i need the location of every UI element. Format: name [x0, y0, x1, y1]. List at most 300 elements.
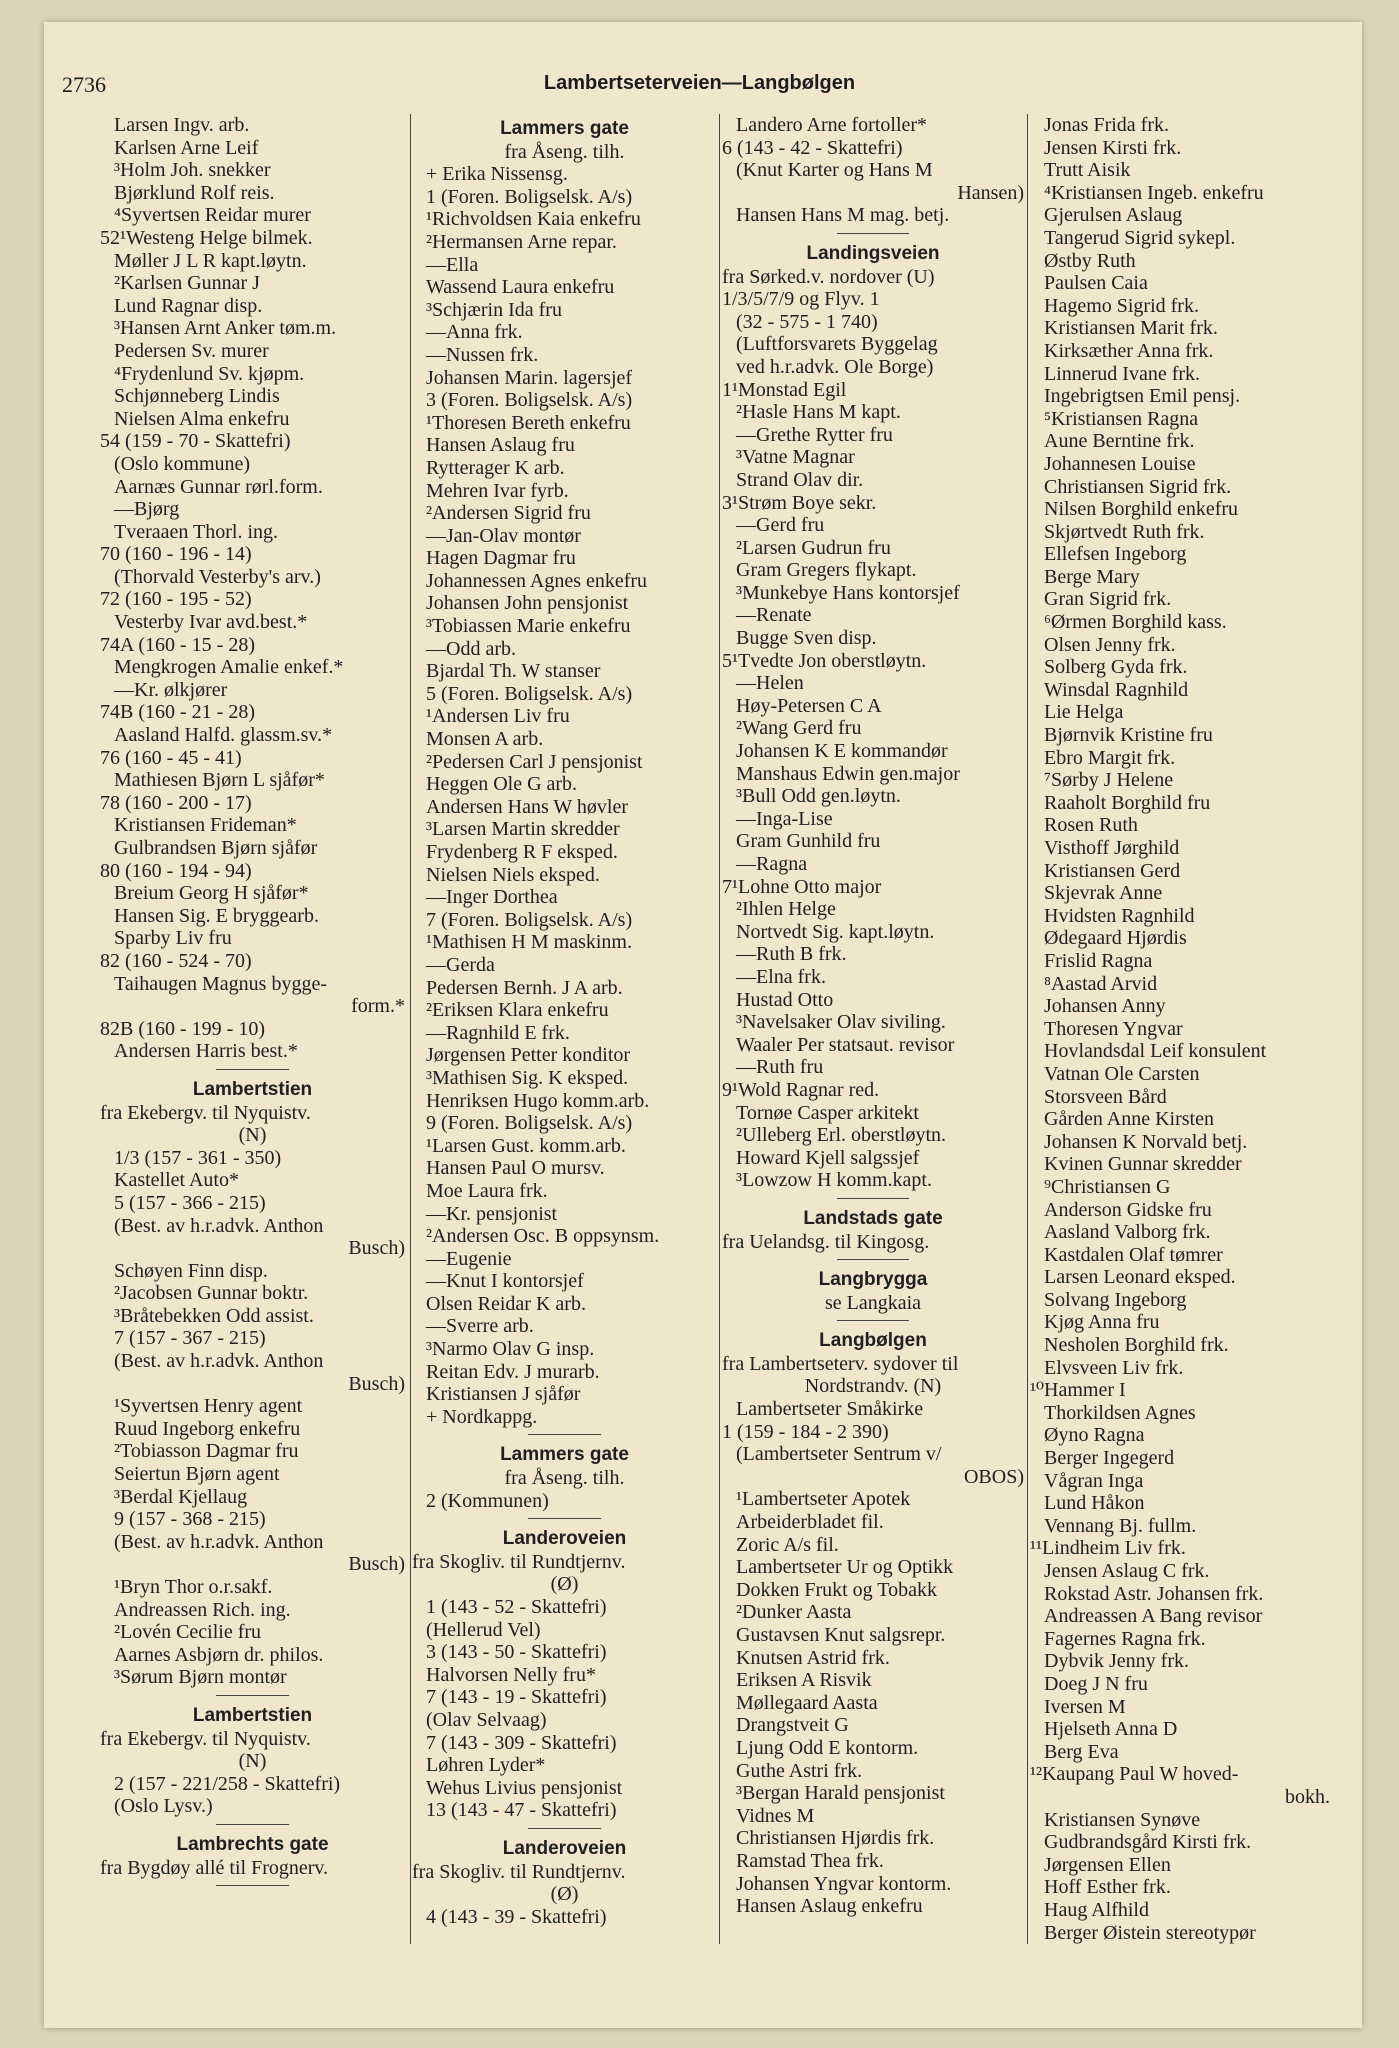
directory-entry: Halvorsen Nelly fru*: [426, 1663, 596, 1686]
directory-entry: Bjørklund Rolf reis.: [114, 181, 275, 204]
directory-entry: 5¹Tvedte Jon oberstløytn.: [722, 649, 927, 672]
directory-entry: Bjørnvik Kristine fru: [1044, 724, 1213, 747]
directory-entry: —Kr. ølkjører: [114, 678, 228, 701]
directory-entry: ¹Syvertsen Henry agent: [114, 1395, 303, 1418]
directory-entry: Thoresen Yngvar: [1044, 1017, 1183, 1040]
directory-entry: 70 (160 - 196 - 14): [100, 543, 252, 566]
directory-entry: ²Ihlen Helge: [736, 898, 836, 921]
directory-entry: ³Berdal Kjellaug: [114, 1485, 248, 1508]
directory-entry: Aasland Halfd. glassm.sv.*: [114, 724, 333, 747]
directory-entry: (Best. av h.r.advk. Anthon: [114, 1350, 324, 1373]
directory-entry: (Best. av h.r.advk. Anthon: [114, 1214, 324, 1237]
directory-entry: Wehus Livius pensjonist: [426, 1776, 623, 1799]
directory-entry: ⁴Kristiansen Ingeb. enkefru: [1044, 181, 1264, 204]
directory-entry: fra Åseng. tilh.: [504, 1467, 625, 1490]
directory-entry: Johannesen Louise: [1044, 452, 1196, 475]
directory-entry: ¹Mathisen H M maskinm.: [426, 931, 632, 954]
directory-entry: ³Navelsaker Olav siviling.: [736, 1011, 946, 1034]
directory-entry: ³Munkebye Hans kontorsjef: [736, 581, 960, 604]
directory-entry: Kristiansen J sjåfør: [426, 1383, 581, 1406]
directory-entry: Tveraaen Thorl. ing.: [114, 520, 279, 543]
directory-entry: 52¹Westeng Helge bilmek.: [100, 226, 313, 249]
directory-entry: Iversen M: [1044, 1695, 1126, 1718]
directory-entry: Kristiansen Marit frk.: [1044, 317, 1218, 340]
directory-entry: —Ragnhild E frk.: [426, 1021, 570, 1044]
directory-entry: Seiertun Bjørn agent: [114, 1463, 280, 1486]
directory-entry: Rosen Ruth: [1044, 814, 1138, 837]
directory-entry: Olsen Reidar K arb.: [426, 1292, 586, 1315]
directory-entry: ²Hermansen Arne repar.: [426, 230, 617, 253]
directory-entry: Andreassen Rich. ing.: [114, 1598, 291, 1621]
directory-entry: Hoff Esther frk.: [1044, 1876, 1171, 1899]
street-heading: Landeroveien: [502, 1837, 627, 1859]
directory-entry: Jørgensen Petter konditor: [426, 1044, 631, 1067]
directory-entry: Johansen K Norvald betj.: [1044, 1130, 1248, 1153]
directory-entry: Berg Eva: [1044, 1740, 1119, 1763]
directory-entry: Mathiesen Bjørn L sjåfør*: [114, 769, 325, 792]
directory-entry: fra Åseng. tilh.: [504, 140, 625, 163]
directory-entry: Berger Øistein stereotypør: [1044, 1921, 1256, 1944]
directory-entry: 6 (143 - 42 - Skattefri): [722, 136, 903, 159]
directory-entry: ⁸Aastad Arvid: [1044, 972, 1158, 995]
directory-entry: Karlsen Arne Leif: [114, 136, 259, 159]
directory-entry: 9 (157 - 368 - 215): [114, 1508, 266, 1531]
directory-entry: Rytterager K arb.: [426, 456, 565, 479]
directory-entry: Trutt Aisik: [1044, 159, 1131, 182]
directory-entry: fra Skogliv. til Rundtjernv.: [412, 1550, 626, 1573]
directory-entry: Kjøg Anna fru: [1044, 1311, 1160, 1334]
directory-entry: 1/3/5/7/9 og Flyv. 1: [722, 288, 880, 311]
directory-entry: fra Skogliv. til Rundtjernv.: [412, 1860, 626, 1883]
section-divider: [412, 1512, 717, 1524]
directory-entry: —Anna frk.: [426, 321, 523, 344]
directory-entry: (N): [238, 1750, 267, 1773]
directory-entry: ⁷Sørby J Helene: [1044, 769, 1174, 792]
directory-entry: Anderson Gidske fru: [1044, 1198, 1212, 1221]
directory-entry: Johansen John pensjonist: [426, 592, 629, 615]
directory-entry: Breium Georg H sjåfør*: [114, 882, 309, 905]
directory-entry: 80 (160 - 194 - 94): [100, 859, 252, 882]
directory-entry: ¹⁰Hammer I: [1030, 1379, 1126, 1402]
directory-entry: Andreassen A Bang revisor: [1044, 1605, 1263, 1628]
street-heading: Lammers gate: [500, 1444, 629, 1466]
directory-entry: (Knut Karter og Hans M: [736, 159, 933, 182]
street-heading: Langbølgen: [819, 1330, 927, 1352]
directory-entry: Larsen Leonard eksped.: [1044, 1266, 1236, 1289]
street-heading: Landeroveien: [502, 1528, 627, 1550]
directory-entry: Jensen Aslaug C frk.: [1044, 1560, 1210, 1582]
section-divider: [100, 1063, 405, 1075]
directory-entry: Johannessen Agnes enkefru: [426, 569, 648, 592]
directory-entry: ³Holm Joh. snekker: [114, 159, 271, 182]
directory-entry: —Knut I kontorsjef: [426, 1270, 584, 1293]
directory-entry: ¹¹Lindheim Liv frk.: [1030, 1537, 1186, 1560]
directory-entry: ²Andersen Osc. B oppsynsm.: [426, 1225, 660, 1248]
directory-entry: Kvinen Gunnar skredder: [1044, 1153, 1242, 1176]
directory-entry: 82 (160 - 524 - 70): [100, 949, 252, 972]
street-heading: Landstads gate: [803, 1207, 943, 1229]
directory-entry: Schøyen Finn disp.: [114, 1259, 268, 1282]
directory-entry: 82B (160 - 199 - 10): [100, 1017, 265, 1040]
directory-entry: Dybvik Jenny frk.: [1044, 1650, 1189, 1673]
directory-entry: Vågran Inga: [1044, 1469, 1144, 1492]
directory-entry: Aarnæs Gunnar rørl.form.: [114, 475, 323, 498]
directory-entry: + Erika Nissensg.: [426, 163, 568, 186]
directory-entry: Arbeiderbladet fil.: [736, 1511, 884, 1534]
directory-entry: ¹²Kaupang Paul W hoved-: [1030, 1763, 1239, 1786]
directory-entry: Gram Gregers flykapt.: [736, 559, 917, 582]
directory-entry: 1 (159 - 184 - 2 390): [722, 1420, 889, 1443]
directory-entry: ³Larsen Martin skredder: [426, 818, 620, 841]
column-rule: [410, 114, 411, 1944]
directory-entry: Solberg Gyda frk.: [1044, 656, 1188, 679]
directory-entry: (Oslo kommune): [114, 452, 251, 475]
directory-entry: Dokken Frukt og Tobakk: [736, 1578, 937, 1601]
directory-entry: Moe Laura frk.: [426, 1179, 548, 1202]
directory-entry: ³Bråtebekken Odd assist.: [114, 1304, 314, 1327]
directory-entry: fra Bygdøy allé til Frognerv.: [100, 1856, 329, 1879]
directory-entry: 7 (143 - 19 - Skattefri): [426, 1686, 607, 1709]
street-heading: Lammers gate: [500, 118, 629, 139]
directory-entry: Storsveen Bård: [1044, 1085, 1167, 1108]
directory-entry: ³Bull Odd gen.løytn.: [736, 785, 901, 808]
directory-entry: 76 (160 - 45 - 41): [100, 746, 242, 769]
directory-entry: Jørgensen Ellen: [1044, 1853, 1171, 1876]
directory-entry: Gudbrandsgård Kirsti frk.: [1044, 1831, 1252, 1854]
directory-entry: Busch): [348, 1237, 405, 1260]
directory-entry: Gulbrandsen Bjørn sjåfør: [114, 837, 318, 859]
directory-entry: Tangerud Sigrid sykepl.: [1044, 226, 1236, 249]
directory-entry: Winsdal Ragnhild: [1044, 678, 1189, 701]
directory-entry: Gran Sigrid frk.: [1044, 588, 1172, 611]
directory-entry: Lambertseter Ur og Optikk: [736, 1556, 954, 1579]
directory-entry: Gjerulsen Aslaug: [1044, 204, 1183, 227]
directory-entry: Christiansen Sigrid frk.: [1044, 475, 1232, 498]
directory-entry: ²Larsen Gudrun fru: [736, 536, 891, 559]
directory-entry: ²Pedersen Carl J pensjonist: [426, 750, 643, 773]
directory-entry: Gustavsen Knut salgsrepr.: [736, 1624, 946, 1646]
section-divider: [100, 1689, 405, 1701]
directory-entry: 3¹Strøm Boye sekr.: [722, 491, 877, 514]
directory-entry: Wassend Laura enkefru: [426, 276, 615, 299]
directory-entry: ¹Larsen Gust. komm.arb.: [426, 1134, 626, 1157]
directory-entry: ³Sørum Bjørn montør: [114, 1666, 287, 1689]
column-1: [100, 114, 405, 1944]
directory-entry: fra Ekebergv. til Nyquistv.: [100, 1727, 311, 1750]
page-number: 2736: [62, 72, 106, 97]
directory-entry: Lund Ragnar disp.: [114, 294, 263, 317]
directory-entry: Taihaugen Magnus bygge-: [114, 972, 327, 995]
directory-entry: 1 (Foren. Boligselsk. A/s): [426, 185, 633, 208]
directory-entry: Busch): [348, 1553, 405, 1576]
section-divider: [722, 1253, 1024, 1265]
directory-entry: Hansen): [957, 181, 1024, 204]
directory-entry: (32 - 575 - 1 740): [736, 310, 878, 333]
directory-entry: Vidnes M: [736, 1804, 815, 1827]
directory-entry: Vennang Bj. fullm.: [1044, 1514, 1197, 1537]
street-heading: Lambertstien: [192, 1704, 313, 1726]
directory-entry: Linnerud Ivane frk.: [1044, 362, 1201, 385]
directory-entry: Kristiansen Synøve: [1044, 1808, 1201, 1831]
directory-entry: —Helen: [736, 672, 804, 695]
directory-entry: ²Karlsen Gunnar J: [114, 272, 260, 295]
directory-entry: Gården Anne Kirsten: [1044, 1108, 1214, 1131]
running-head: Lambertseterveien—Langbølgen: [543, 72, 856, 94]
directory-entry: (Ø): [550, 1883, 579, 1906]
directory-entry: (Hellerud Vel): [426, 1618, 541, 1641]
directory-entry: —Elna frk.: [736, 965, 826, 988]
directory-entry: Zoric A/s fil.: [736, 1533, 839, 1556]
directory-entry: ¹Bryn Thor o.r.sakf.: [114, 1576, 273, 1598]
directory-entry: Lie Helga: [1044, 701, 1124, 724]
directory-entry: form.*: [351, 995, 405, 1018]
directory-entry: ¹Andersen Liv fru: [426, 705, 570, 728]
directory-entry: Vesterby Ivar avd.best.*: [114, 611, 308, 634]
directory-entry: Christiansen Hjørdis frk.: [736, 1827, 935, 1850]
street-heading: Lambertstien: [192, 1078, 313, 1100]
directory-entry: Visthoff Jørghild: [1044, 837, 1180, 859]
directory-entry: fra Sørked.v. nordover (U): [722, 265, 935, 288]
directory-entry: Frislid Ragna: [1044, 949, 1153, 972]
directory-entry: —Ruth fru: [736, 1056, 824, 1079]
directory-entry: Østby Ruth: [1044, 249, 1136, 272]
directory-entry: 78 (160 - 200 - 17): [100, 791, 252, 814]
directory-entry: Nordstrandv. (N): [804, 1375, 942, 1398]
directory-entry: (Ø): [550, 1573, 579, 1596]
directory-entry: —Eugenie: [426, 1247, 512, 1270]
directory-entry: Howard Kjell salgssjef: [736, 1146, 920, 1169]
directory-entry: 7 (143 - 309 - Skattefri): [426, 1731, 617, 1754]
directory-entry: 4 (143 - 39 - Skattefri): [426, 1905, 607, 1928]
directory-entry: 54 (159 - 70 - Skattefri): [100, 430, 291, 453]
directory-entry: —Gerda: [426, 953, 495, 976]
directory-entry: ⁴Frydenlund Sv. kjøpm.: [114, 362, 305, 385]
section-divider: [722, 1314, 1024, 1326]
directory-entry: Pedersen Sv. murer: [114, 339, 269, 362]
directory-entry: ³Vatne Magnar: [736, 446, 855, 469]
directory-entry: Mengkrogen Amalie enkef.*: [114, 656, 344, 679]
directory-entry: Jensen Kirsti frk.: [1044, 136, 1182, 159]
directory-entry: ³Hansen Arnt Anker tøm.m.: [114, 317, 337, 340]
directory-entry: Aarnes Asbjørn dr. philos.: [114, 1643, 324, 1666]
directory-entry: Solvang Ingeborg: [1044, 1288, 1187, 1311]
directory-entry: Ruud Ingeborg enkefru: [114, 1417, 301, 1440]
directory-entry: Bjardal Th. W stanser: [426, 660, 601, 683]
directory-entry: —Ella: [426, 253, 479, 276]
directory-entry: Mehren Ivar fyrb.: [426, 479, 569, 502]
directory-entry: Hustad Otto: [736, 988, 834, 1011]
directory-entry: Aune Berntine frk.: [1044, 430, 1195, 453]
directory-entry: ved h.r.advk. Ole Borge): [736, 355, 934, 378]
directory-entry: ¹Lambertseter Apotek: [736, 1488, 911, 1511]
street-heading: Lambrechts gate: [176, 1833, 329, 1855]
directory-entry: Aasland Valborg frk.: [1044, 1221, 1211, 1244]
directory-entry: ²Andersen Sigrid fru: [426, 502, 591, 525]
directory-entry: Ellefsen Ingeborg: [1044, 543, 1187, 566]
directory-entry: Hansen Paul O mursv.: [426, 1157, 605, 1180]
directory-entry: ¹Thoresen Bereth enkefru: [426, 411, 631, 434]
directory-entry: Manshaus Edwin gen.major: [736, 762, 960, 785]
directory-entry: Ebro Margit frk.: [1044, 746, 1176, 769]
directory-entry: 1 (143 - 52 - Skattefri): [426, 1596, 607, 1618]
section-divider: [100, 1818, 405, 1830]
directory-entry: OBOS): [963, 1465, 1024, 1488]
directory-entry: Hagemo Sigrid frk.: [1044, 294, 1199, 317]
section-divider: [412, 1822, 717, 1834]
directory-entry: —Bjørg: [114, 498, 180, 521]
directory-entry: 5 (Foren. Boligselsk. A/s): [426, 682, 633, 705]
directory-entry: ³Mathisen Sig. K eksped.: [426, 1066, 629, 1089]
directory-entry: 5 (157 - 366 - 215): [114, 1191, 266, 1214]
directory-entry: bokh.: [1285, 1785, 1330, 1808]
directory-entry: 13 (143 - 47 - Skattefri): [426, 1799, 617, 1822]
directory-entry: Thorkildsen Agnes: [1044, 1401, 1196, 1424]
directory-entry: ²Wang Gerd fru: [736, 717, 862, 740]
directory-entry: Øyno Ragna: [1044, 1424, 1145, 1447]
directory-entry: —Jan-Olav montør: [426, 524, 581, 547]
section-divider: [722, 1192, 1024, 1204]
directory-entry: ⁴Syvertsen Reidar murer: [114, 204, 311, 227]
directory-entry: 3 (143 - 50 - Skattefri): [426, 1641, 607, 1664]
column-4: [1030, 114, 1330, 1944]
directory-entry: —Sverre arb.: [426, 1315, 534, 1338]
directory-entry: Doeg J N fru: [1044, 1672, 1148, 1695]
directory-entry: Møllegaard Aasta: [736, 1691, 878, 1714]
directory-entry: ³Lowzow H komm.kapt.: [736, 1169, 932, 1192]
directory-entry: —Inga-Lise: [736, 807, 833, 830]
directory-entry: 7 (157 - 367 - 215): [114, 1327, 266, 1350]
directory-entry: Johansen Yngvar kontorm.: [736, 1872, 952, 1895]
directory-entry: Berge Mary: [1044, 565, 1140, 588]
directory-entry: fra Uelandsg. til Kingosg.: [722, 1230, 930, 1253]
directory-entry: ²Tobiasson Dagmar fru: [114, 1440, 299, 1463]
directory-entry: 7¹Lohne Otto major: [722, 875, 882, 898]
directory-entry: Drangstveit G: [736, 1714, 849, 1737]
directory-entry: fra Lambertseterv. sydover til: [722, 1352, 959, 1375]
directory-entry: ⁹Christiansen G: [1044, 1175, 1171, 1198]
directory-entry: Elvsveen Liv frk.: [1044, 1356, 1184, 1379]
directory-entry: Knutsen Astrid frk.: [736, 1646, 890, 1669]
directory-entry: Nesholen Borghild frk.: [1044, 1334, 1229, 1357]
directory-entry: 3 (Foren. Boligselsk. A/s): [426, 389, 633, 412]
directory-entry: Fagernes Ragna frk.: [1044, 1627, 1206, 1650]
directory-entry: Ramstad Thea frk.: [736, 1849, 884, 1872]
section-divider: [100, 1879, 405, 1891]
directory-entry: Henriksen Hugo komm.arb.: [426, 1089, 650, 1112]
directory-entry: Ødegaard Hjørdis: [1044, 927, 1187, 950]
directory-entry: Hansen Aslaug enkefru: [736, 1895, 923, 1918]
directory-entry: (Lambertseter Sentrum v/: [736, 1443, 942, 1466]
directory-entry: Skjevrak Anne: [1044, 882, 1163, 905]
directory-entry: Ingebrigtsen Emil pensj.: [1044, 385, 1241, 408]
directory-entry: + Nordkappg.: [426, 1405, 538, 1428]
directory-entry: ⁶Ørmen Borghild kass.: [1044, 611, 1227, 634]
directory-entry: Landero Arne fortoller*: [736, 114, 928, 136]
section-divider: [722, 227, 1024, 239]
directory-entry: Reitan Edv. J murarb.: [426, 1360, 600, 1383]
directory-entry: Hagen Dagmar fru: [426, 547, 576, 570]
directory-entry: (Olav Selvaag): [426, 1708, 547, 1731]
directory-entry: 74A (160 - 15 - 28): [100, 633, 255, 656]
directory-entry: Hvidsten Ragnhild: [1044, 904, 1195, 927]
directory-entry: Hovlandsdal Leif konsulent: [1044, 1040, 1267, 1063]
directory-entry: ³Schjærin Ida fru: [426, 298, 562, 321]
directory-entry: Hansen Hans M mag. betj.: [736, 204, 950, 227]
directory-entry: Andersen Harris best.*: [114, 1040, 298, 1063]
directory-entry: Nilsen Borghild enkefru: [1044, 498, 1239, 521]
directory-entry: Bugge Sven disp.: [736, 627, 877, 650]
directory-entry: 1/3 (157 - 361 - 350): [114, 1146, 282, 1169]
directory-entry: ²Eriksen Klara enkefru: [426, 999, 609, 1022]
directory-entry: Schjønneberg Lindis: [114, 385, 280, 408]
directory-entry: Løhren Lyder*: [426, 1754, 546, 1777]
directory-entry: —Ruth B frk.: [736, 943, 847, 966]
directory-entry: ²Dunker Aasta: [736, 1601, 852, 1624]
directory-entry: 9 (Foren. Boligselsk. A/s): [426, 1112, 633, 1135]
directory-entry: 1¹Monstad Egil: [722, 378, 847, 401]
directory-entry: Møller J L R kapt.løytn.: [114, 249, 307, 272]
directory-entry: —Nussen frk.: [426, 343, 539, 366]
directory-entry: 9¹Wold Ragnar red.: [722, 1078, 880, 1101]
directory-entry: Skjørtvedt Ruth frk.: [1044, 520, 1205, 543]
directory-entry: 72 (160 - 195 - 52): [100, 588, 252, 611]
directory-entry: Busch): [348, 1372, 405, 1395]
directory-entry: ²Lovén Cecilie fru: [114, 1621, 262, 1644]
directory-entry: —Odd arb.: [426, 637, 516, 660]
directory-entry: Tornøe Casper arkitekt: [736, 1101, 919, 1124]
street-heading: Langbrygga: [818, 1269, 928, 1291]
directory-entry: Paulsen Caia: [1044, 272, 1148, 295]
directory-entry: ²Ulleberg Erl. oberstløytn.: [736, 1124, 947, 1147]
directory-entry: Frydenberg R F eksped.: [426, 841, 618, 863]
directory-entry: —Inger Dorthea: [426, 886, 558, 909]
directory-entry: Kristiansen Frideman*: [114, 814, 297, 837]
directory-entry: Nielsen Alma enkefru: [114, 407, 290, 430]
directory-entry: 2 (157 - 221/258 - Skattefri): [114, 1772, 341, 1795]
directory-entry: Pedersen Bernh. J A arb.: [426, 976, 623, 999]
directory-entry: (Luftforsvarets Byggelag: [736, 333, 938, 356]
column-2: [412, 114, 717, 1944]
directory-entry: Larsen Ingv. arb.: [114, 114, 250, 136]
street-heading: Landingsveien: [806, 242, 940, 264]
column-3: [722, 114, 1024, 1944]
directory-entry: fra Ekebergv. til Nyquistv.: [100, 1101, 311, 1124]
directory-entry: Heggen Ole G arb.: [426, 773, 578, 796]
directory-entry: Kastellet Auto*: [114, 1169, 239, 1192]
directory-entry: Sparby Liv fru: [114, 927, 232, 950]
directory-entry: ²Jacobsen Gunnar boktr.: [114, 1282, 309, 1305]
directory-entry: Jonas Frida frk.: [1044, 114, 1169, 136]
directory-entry: Kastdalen Olaf tømrer: [1044, 1243, 1223, 1266]
directory-entry: Eriksen A Risvik: [736, 1669, 872, 1692]
directory-entry: Høy-Petersen C A: [736, 694, 882, 717]
directory-entry: ⁵Kristiansen Ragna: [1044, 407, 1199, 430]
directory-entry: 74B (160 - 21 - 28): [100, 701, 255, 724]
directory-entry: —Grethe Rytter fru: [736, 423, 893, 446]
directory-entry: ³Narmo Olav G insp.: [426, 1338, 595, 1361]
directory-entry: Berger Ingegerd: [1044, 1447, 1175, 1470]
directory-entry: Waaler Per statsaut. revisor: [736, 1033, 955, 1056]
directory-entry: Andersen Hans W høvler: [426, 795, 628, 818]
column-rule: [1027, 114, 1028, 1944]
directory-entry: Strand Olav dir.: [736, 468, 864, 491]
directory-entry: 2 (Kommunen): [426, 1489, 549, 1512]
directory-entry: ³Bergan Harald pensjonist: [736, 1782, 945, 1805]
directory-entry: (Best. av h.r.advk. Anthon: [114, 1530, 324, 1553]
directory-entry: 7 (Foren. Boligselsk. A/s): [426, 908, 633, 931]
directory-entry: Johansen K E kommandør: [736, 740, 948, 763]
directory-entry: (Oslo Lysv.): [114, 1795, 213, 1818]
